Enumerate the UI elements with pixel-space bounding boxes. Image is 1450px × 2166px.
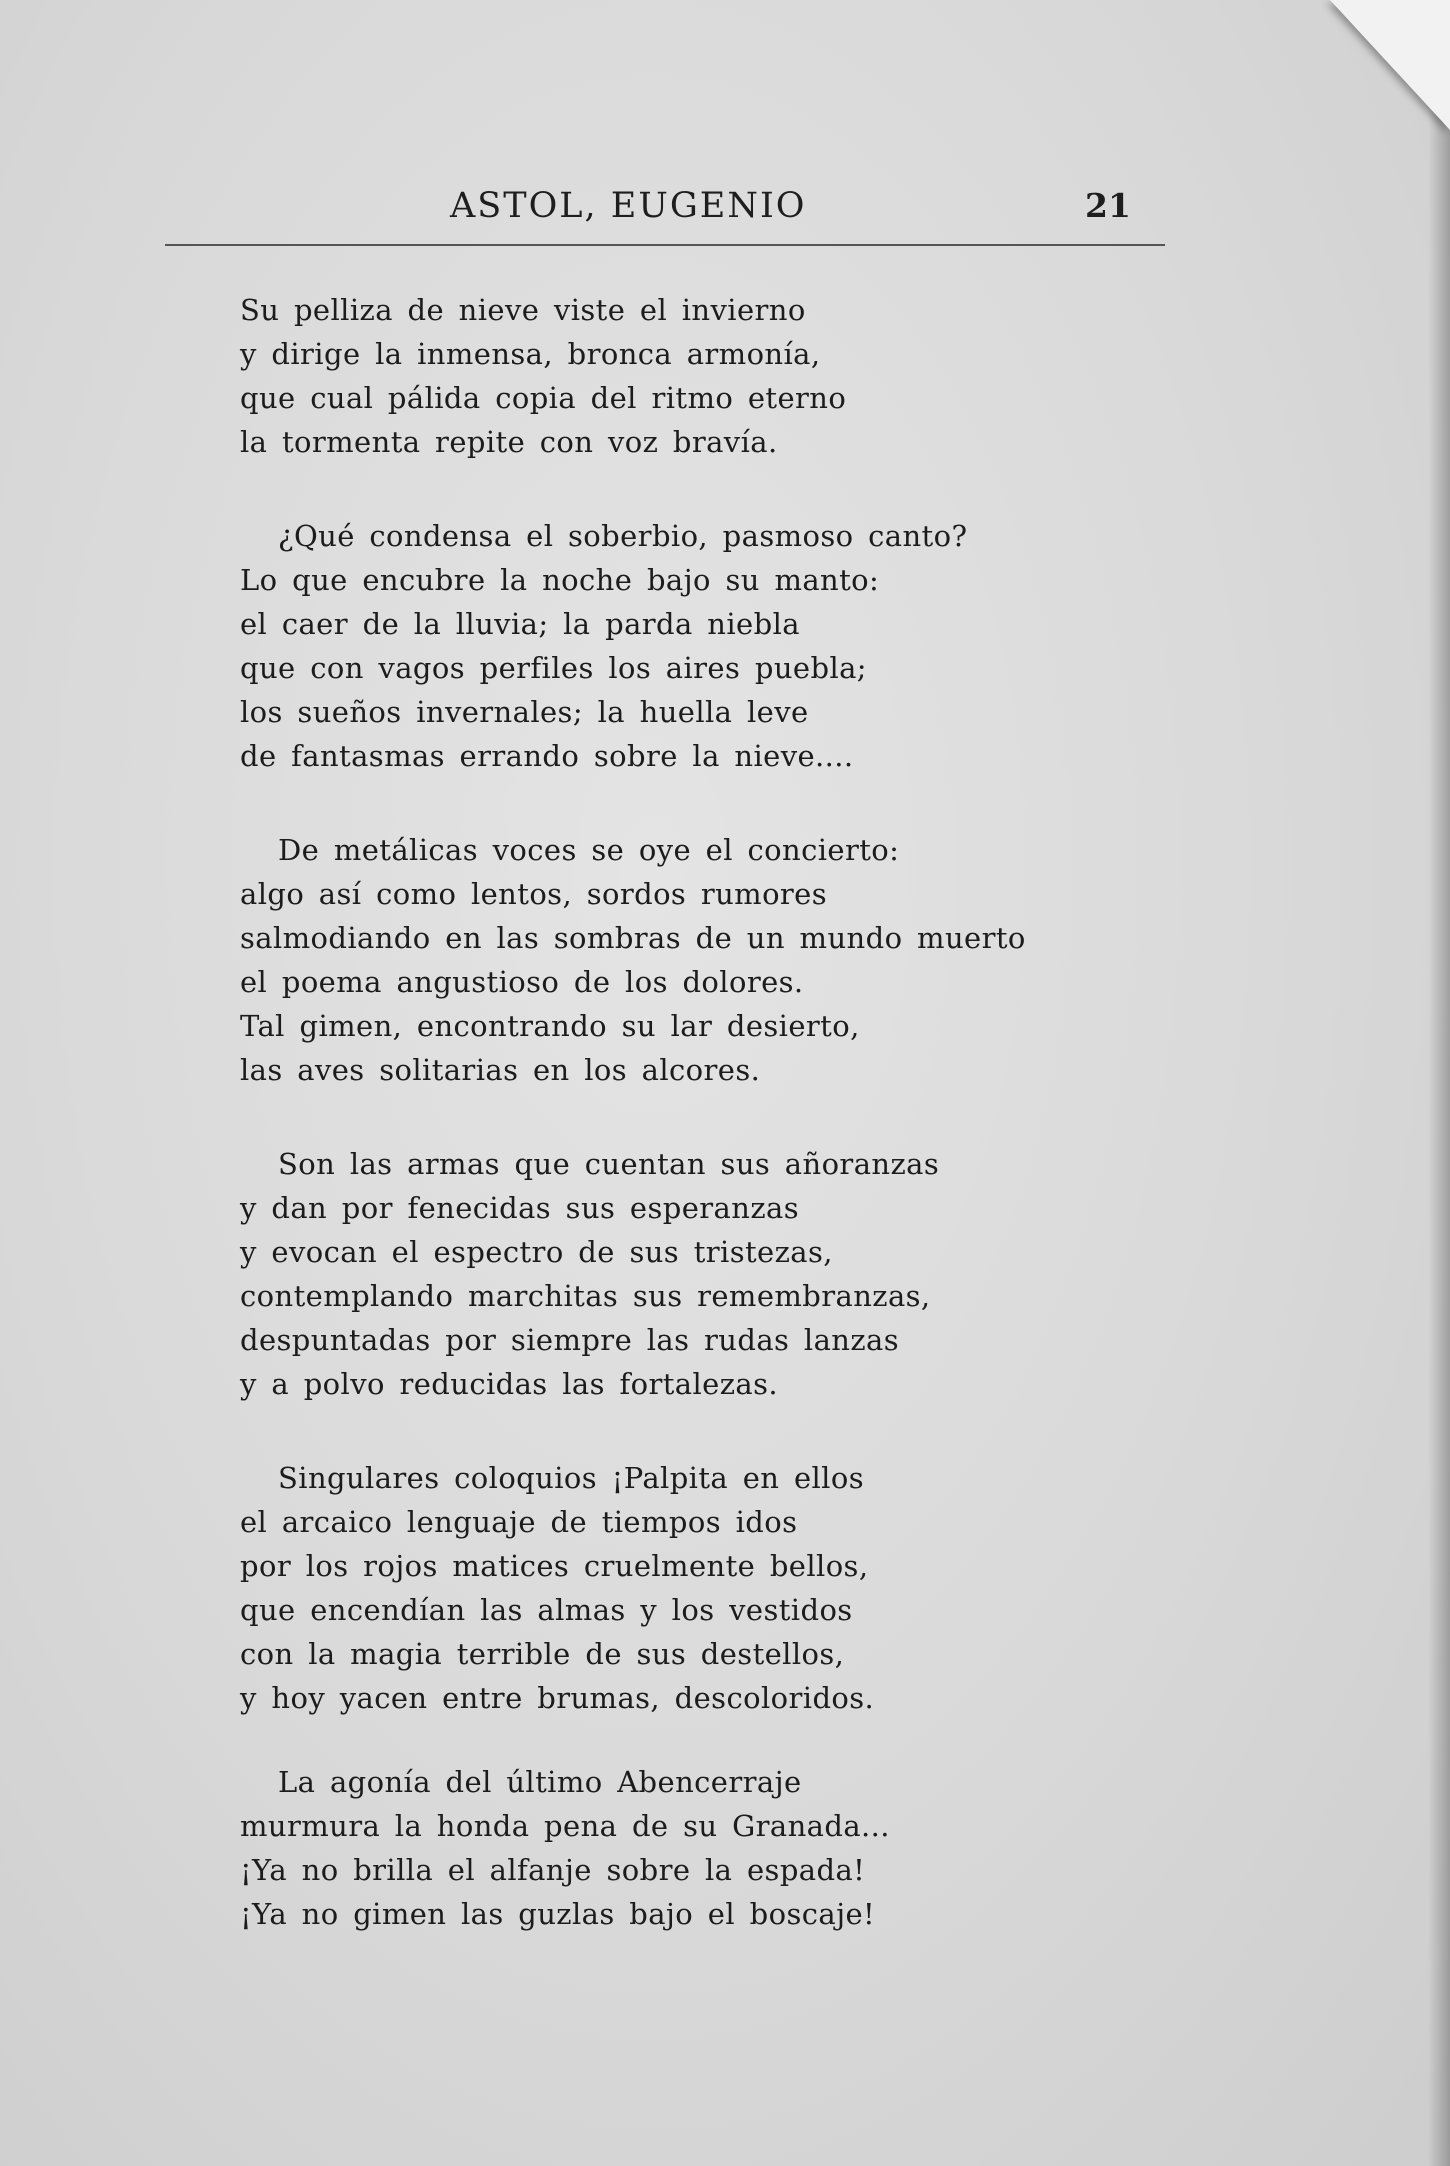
verse-line: ¿Qué condensa el soberbio, pasmoso canto?: [278, 519, 968, 553]
stanza-1: [240, 288, 1140, 464]
stanza-gap: [240, 464, 1140, 514]
verse-line: y dirige la inmensa, bronca armonía,: [240, 337, 821, 371]
stanza-gap: [240, 778, 1140, 828]
page-number: 21: [1085, 186, 1131, 225]
stanza-3: [240, 828, 1140, 1092]
poem-body: [240, 288, 1140, 1936]
stanza-5: [240, 1456, 1140, 1720]
verse-line: la tormenta repite con voz bravía.: [240, 425, 778, 459]
verse-line: ¡Ya no gimen las guzlas bajo el boscaje!: [240, 1897, 876, 1931]
verse-line: el caer de la lluvia; la parda niebla: [240, 607, 800, 641]
verse-line: algo así como lentos, sordos rumores: [240, 877, 828, 911]
verse-line: y dan por fenecidas sus esperanzas: [240, 1191, 799, 1225]
stanza-6: [240, 1760, 1140, 1936]
verse-line: ¡Ya no brilla el alfanje sobre la espada!: [240, 1853, 866, 1887]
stanza-2: [240, 514, 1140, 778]
running-title: ASTOL, EUGENIO: [450, 186, 807, 226]
verse-line: por los rojos matices cruelmente bellos,: [240, 1549, 869, 1583]
verse-line: Su pelliza de nieve viste el invierno: [240, 293, 806, 327]
stanza-4: [240, 1142, 1140, 1406]
verse-line: los sueños invernales; la huella leve: [240, 695, 809, 729]
verse-line: las aves solitarias en los alcores.: [240, 1053, 761, 1087]
verse-line: La agonía del último Abencerraje: [278, 1765, 802, 1799]
stanza-gap: [240, 1092, 1140, 1142]
verse-line: Son las armas que cuentan sus añoranzas: [278, 1147, 940, 1181]
verse-line: Singulares coloquios ¡Palpita en ellos: [278, 1461, 865, 1495]
verse-line: y a polvo reducidas las fortalezas.: [240, 1367, 778, 1401]
verse-line: murmura la honda pena de su Granada...: [240, 1809, 890, 1843]
verse-line: y hoy yacen entre brumas, descoloridos.: [240, 1681, 875, 1715]
verse-line: contemplando marchitas sus remembranzas,: [240, 1279, 931, 1313]
verse-line: y evocan el espectro de sus tristezas,: [240, 1235, 833, 1269]
verse-line: Tal gimen, encontrando su lar desierto,: [240, 1009, 860, 1043]
folded-corner: [1330, 0, 1450, 130]
page-edge-shadow: [1428, 0, 1450, 2166]
verse-line: que cual pálida copia del ritmo eterno: [240, 381, 847, 415]
verse-line: Lo que encubre la noche bajo su manto:: [240, 563, 880, 597]
verse-line: que encendían las almas y los vestidos: [240, 1593, 853, 1627]
verse-line: salmodiando en las sombras de un mundo muerto: [240, 921, 1026, 955]
page-header: [165, 180, 1165, 240]
verse-line: de fantasmas errando sobre la nieve....: [240, 739, 854, 773]
header-rule: [165, 244, 1165, 246]
verse-line: que con vagos perfiles los aires puebla;: [240, 651, 867, 685]
verse-line: el arcaico lenguaje de tiempos idos: [240, 1505, 798, 1539]
verse-line: el poema angustioso de los dolores.: [240, 965, 804, 999]
stanza-gap: [240, 1406, 1140, 1456]
verse-line: con la magia terrible de sus destellos,: [240, 1637, 845, 1671]
verse-line: despuntadas por siempre las rudas lanzas: [240, 1323, 900, 1357]
stanza-gap: [240, 1720, 1140, 1760]
verse-line: De metálicas voces se oye el concierto:: [278, 833, 900, 867]
